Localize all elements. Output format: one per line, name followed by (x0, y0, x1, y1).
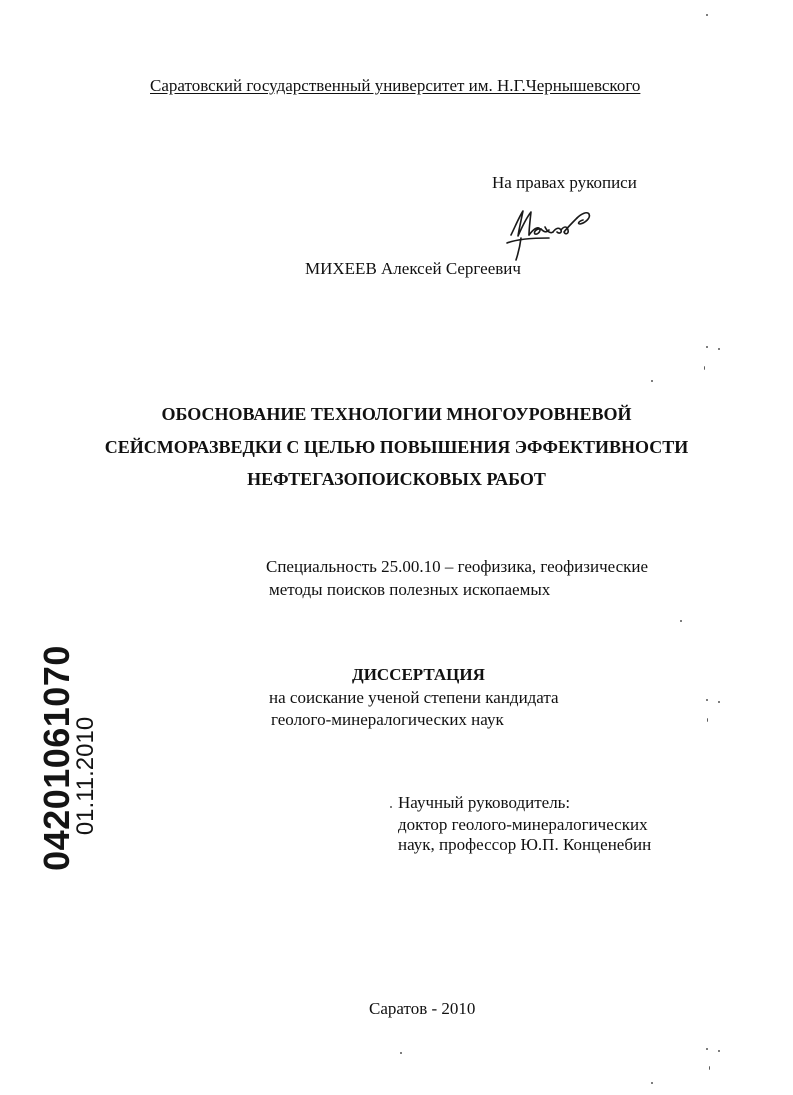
scan-speck (706, 1048, 708, 1050)
degree-line: геолого-минералогических наук (271, 710, 504, 729)
stamp-number: 04201061070 (36, 645, 77, 871)
scan-speck (706, 14, 708, 16)
university-name: Саратовский государственный университет им. Н.Г.Чернышевского (150, 76, 641, 95)
scan-speck (706, 346, 708, 348)
scan-speck (400, 1052, 402, 1054)
advisor-label: Научный руководитель: (398, 793, 571, 812)
scan-speck (651, 380, 653, 382)
scan-speck (709, 1066, 710, 1070)
dissertation-title-line: ОБОСНОВАНИЕ ТЕХНОЛОГИИ МНОГОУРОВНЕВОЙ (161, 404, 632, 424)
library-stamp (0, 0, 120, 1095)
scan-speck (718, 348, 720, 350)
manuscript-note: На правах рукописи (492, 173, 637, 192)
advisor-line: наук, профессор Ю.П. Конценебин (398, 835, 652, 854)
dissertation-title-line: СЕЙСМОРАЗВЕДКИ С ЦЕЛЬЮ ПОВЫШЕНИЯ ЭФФЕКТИВНОСТИ (104, 437, 689, 457)
scan-speck (680, 620, 682, 622)
scan-speck (651, 1082, 653, 1084)
author-name: МИХЕЕВ Алексей Сергеевич (305, 259, 521, 278)
advisor-line: доктор геолого-минералогических (398, 815, 648, 834)
dissertation-heading: ДИССЕРТАЦИЯ (352, 665, 485, 684)
scan-speck (706, 699, 708, 701)
specialty-line: Специальность 25.00.10 – геофизика, геофизические (266, 557, 649, 576)
city-year: Саратов - 2010 (369, 999, 476, 1018)
signature-icon (505, 203, 600, 263)
scan-speck (707, 718, 708, 722)
degree-line: на соискание ученой степени кандидата (269, 688, 559, 707)
dissertation-title-line: НЕФТЕГАЗОПОИСКОВЫХ РАБОТ (247, 469, 546, 489)
stamp-date: 01.11.2010 (72, 716, 99, 836)
scan-speck (704, 366, 705, 370)
specialty-line: методы поисков полезных ископаемых (269, 580, 551, 599)
scan-speck (718, 1050, 720, 1052)
scan-speck (718, 701, 720, 703)
scan-speck (390, 806, 392, 808)
